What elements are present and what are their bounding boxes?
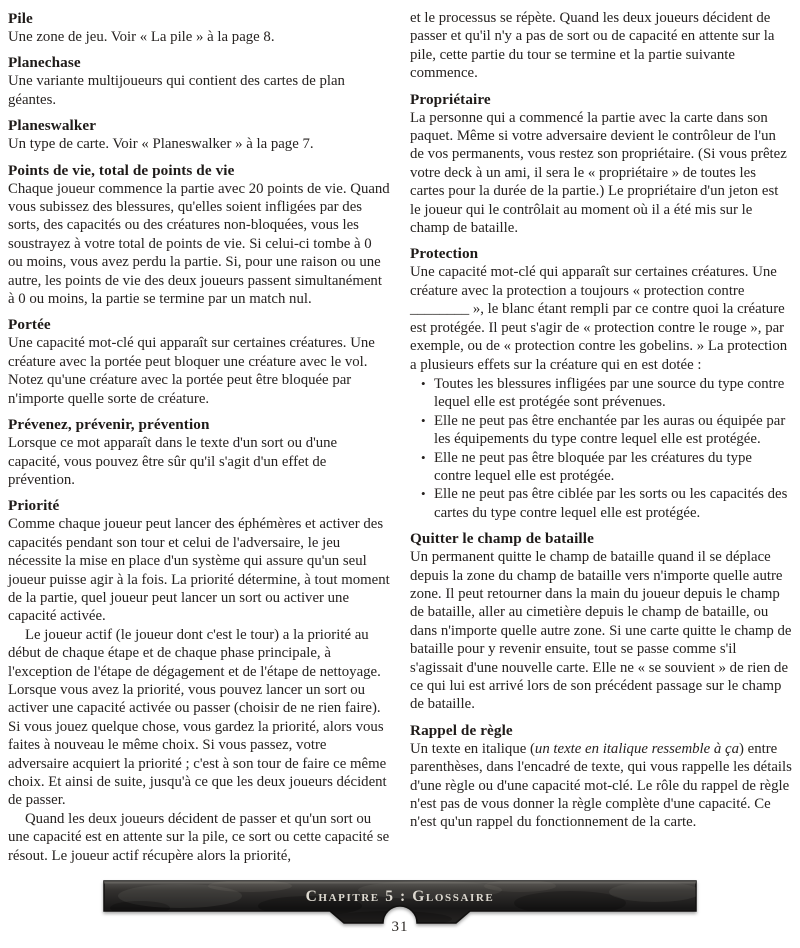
entry-heading: Prévenez, prévenir, prévention bbox=[8, 416, 210, 434]
left-column bbox=[8, 9, 390, 865]
entry-heading: Rappel de règle bbox=[410, 721, 513, 739]
entry-heading: Planechase bbox=[8, 54, 81, 72]
glossary-entry-priorite bbox=[8, 496, 390, 865]
priorite-continuation bbox=[410, 9, 792, 83]
entry-text: Comme chaque joueur peut lancer des éphémères et activer des capacités pendant son tour et celui de l'adversaire, le jeu nécessite la mise en place d'un système qui assure qu'un seul joueur puisse agir à la fois. La priorité détermine, à tout moment de la partie, quel joueur peut lancer un sort ou activer une capacité activée. bbox=[8, 516, 390, 625]
list-item: • Elle ne peut pas être enchantée par les auras ou équipée par les équipements du type contre lequel elle est protégée. bbox=[434, 412, 792, 449]
entry-heading: Points de vie, total de points de vie bbox=[8, 161, 235, 179]
glossary-entry-planechase bbox=[8, 53, 390, 109]
entry-heading: Pile bbox=[8, 10, 33, 27]
glossary-entry-points-de-vie bbox=[8, 161, 390, 309]
entry-heading: Propriétaire bbox=[410, 90, 491, 108]
list-item: • Elle ne peut pas être bloquée par les créatures du type contre lequel elle est protégée. bbox=[434, 449, 792, 486]
entry-text: Une zone de jeu. Voir « La pile » à la page 8. bbox=[8, 29, 275, 45]
glossary-entry-rappel-de-regle bbox=[410, 721, 792, 832]
entry-text: Quand les deux joueurs décident de passer et qu'un sort ou une capacité est en attente sur la pile, ce sort ou cette capacité se résout. Le joueur actif récupère alors la priorité, bbox=[8, 810, 390, 864]
entry-heading: Planeswalker bbox=[8, 117, 97, 135]
glossary-entry-protection bbox=[410, 244, 792, 522]
glossary-entry-prevenez bbox=[8, 415, 390, 489]
entry-heading: Protection bbox=[410, 245, 479, 263]
entry-text: Une capacité mot-clé qui apparaît sur certaines créatures. Une créature avec la protection a toujours « protection contre ________ », le blanc étant rempli par ce contre quoi la créature est protégée. Il peut s'agir de « protection contre le rouge », par exemple, ou de « protection contre les gobelins. » La protection a plusieurs effets sur la créature qui en est dotée : bbox=[410, 264, 788, 373]
reminder-text-italic-example: un texte en italique ressemble à ça bbox=[534, 740, 740, 757]
list-item: • Toutes les blessures infligées par une source du type contre lequel elle est protégée sont prévenues. bbox=[434, 375, 792, 412]
entry-heading: Portée bbox=[8, 316, 51, 334]
entry-text-segment: Un texte en italique ( bbox=[410, 740, 535, 757]
chapter-footer bbox=[100, 878, 700, 946]
glossary-entry-proprietaire bbox=[410, 90, 792, 238]
right-column bbox=[410, 9, 792, 865]
entry-text: La personne qui a commencé la partie avec la carte dans son paquet. Même si votre adversaire devient le contrôleur de l'un de vos permanents, vous restez son propriétaire. (Si vous prêtez votre deck à un ami, il sera le « propriétaire » de toutes les cartes pour la durée de la partie.) Le propriétaire d'un jeton est le joueur qui le contrôlait au moment où il a été mis sur le champ de bataille. bbox=[410, 109, 787, 237]
glossary-entry-quitter-le-champ bbox=[410, 529, 792, 714]
entry-text: Chaque joueur commence la partie avec 20 points de vie. Quand vous subissez des blessures, qu'elles soient infligées par des sorts, des capacités ou des créatures non-bloquées, vous les soustrayez à votre total de points de vie. Si celui-ci tombe à 0 ou moins, vous avez perdu la partie. Si, pour une raison ou une autre, les points de vie des deux joueurs passent simultanément à 0 ou moins, la partie se termine par un match nul. bbox=[8, 180, 390, 308]
glossary-entry-pile bbox=[8, 9, 390, 46]
protection-effects-list bbox=[410, 375, 792, 522]
entry-heading: Quitter le champ de bataille bbox=[410, 530, 594, 548]
glossary-entry-portee bbox=[8, 315, 390, 408]
list-item: • Elle ne peut pas être ciblée par les sorts ou les capacités des cartes du type contre lequel elle est protégée. bbox=[434, 485, 792, 522]
entry-text: et le processus se répète. Quand les deux joueurs décident de passer et qu'il n'y a pas de sort ou de capacité en attente sur la pile, cette partie du tour se termine et la partie suivante commence. bbox=[410, 10, 775, 82]
entry-text: Une variante multijoueurs qui contient des cartes de plan géantes. bbox=[8, 73, 345, 108]
page-number: 31 bbox=[391, 919, 409, 935]
entry-heading: Priorité bbox=[8, 497, 60, 515]
entry-text: Le joueur actif (le joueur dont c'est le tour) a la priorité au début de chaque étape et de chaque phase principale, à l'exception de l'étape de dégagement et de l'étape de nettoyage. Lorsque vous avez la priorité, vous pouvez lancer un sort ou activer une capacité activée ou passer (choisir de ne rien faire). Si vous jouez quelque chose, vous gardez la priorité, alors vous faites à nouveau le même choix. Si vous passez, votre adversaire acquiert la priorité ; c'est à son tour de faire ce même choix. Et ainsi de suite, jusqu'à ce que les deux joueurs décident de passer. bbox=[8, 626, 387, 809]
entry-text: Une capacité mot-clé qui apparaît sur certaines créatures. Une créature avec la portée peut bloquer une créature avec le vol. Notez qu'une créature avec la portée peut être bloquée par n'importe quelle sorte de créature. bbox=[8, 335, 375, 407]
entry-text-segment: ) entre parenthèses, dans l'encadré de texte, qui vous rappelle les détails d'une règle ou d'une capacité mot-clé. Le rôle du rappel de règle n'est pas de vous donner la règle complète d'une capacité. Ce n'est qu'un rappel du fonctionnement de la carte. bbox=[410, 740, 792, 831]
entry-text: Un permanent quitte le champ de bataille quand il se déplace depuis la zone du champ de bataille vers n'importe quelle autre zone. Il peut retourner dans la main du joueur depuis le champ de bataille, aller au cimetière depuis le champ de bataille, ou dans n'importe quelle autre zone. Si une carte quitte le champ de bataille pour y revenir ensuite, tout se passe comme s'il s'agissait d'une nouvelle carte. Elle ne « se souvient » de rien de ce qui lui est arrivé lors de son précédent passage sur le champ de bataille. bbox=[410, 549, 792, 713]
entry-text: Un type de carte. Voir « Planeswalker » à la page 7. bbox=[8, 136, 314, 153]
entry-text: Lorsque ce mot apparaît dans le texte d'un sort ou d'une capacité, vous pouvez être sûr qu'il s'agit d'un effet de prévention. bbox=[8, 435, 338, 488]
glossary-entry-planeswalker bbox=[8, 116, 390, 153]
chapter-title: Chapitre 5 : Glossaire bbox=[305, 888, 495, 905]
entry-text bbox=[410, 740, 792, 832]
